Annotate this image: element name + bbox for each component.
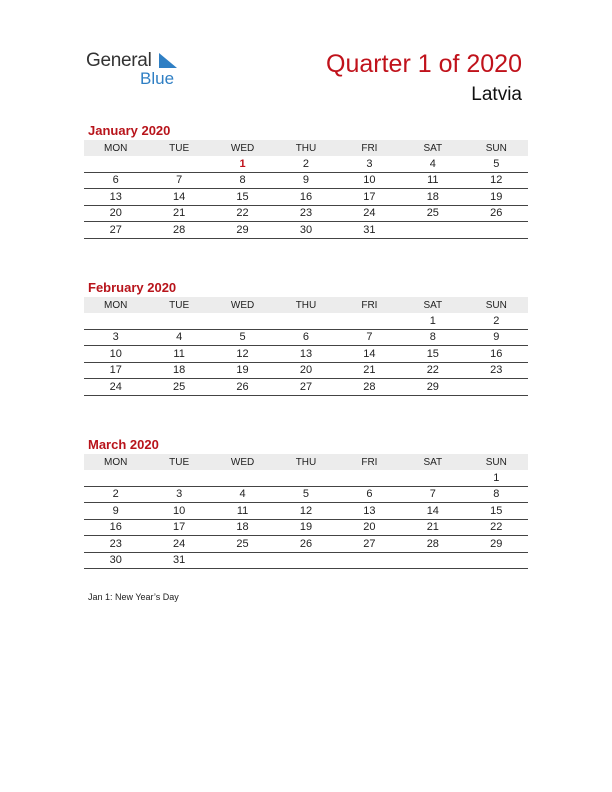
day-cell: 2 (274, 156, 337, 172)
day-cell: 31 (147, 552, 210, 569)
month-title: February 2020 (88, 280, 177, 295)
day-cell: 23 (274, 205, 337, 222)
day-cell: 20 (274, 362, 337, 379)
day-cell: 1 (401, 313, 464, 329)
calendar-table (84, 454, 528, 569)
day-cell: 13 (274, 346, 337, 363)
day-cell: 10 (84, 346, 147, 363)
day-cell: 4 (147, 329, 210, 346)
day-cell: 1 (465, 470, 528, 486)
weekday-header: MON (84, 140, 147, 156)
day-cell: 16 (84, 519, 147, 536)
day-cell (211, 313, 274, 329)
day-cell: 23 (84, 536, 147, 553)
calendar-table (84, 297, 528, 396)
week-row (84, 486, 528, 503)
day-cell: 26 (465, 205, 528, 222)
day-cell (147, 313, 210, 329)
day-cell: 6 (274, 329, 337, 346)
week-row (84, 313, 528, 329)
day-cell: 11 (401, 172, 464, 189)
day-cell: 9 (84, 503, 147, 520)
day-cell (274, 313, 337, 329)
day-cell: 17 (147, 519, 210, 536)
day-cell: 17 (338, 189, 401, 206)
day-cell: 5 (274, 486, 337, 503)
day-cell: 5 (465, 156, 528, 172)
weekday-header: WED (211, 297, 274, 313)
day-cell: 11 (147, 346, 210, 363)
weekday-header: MON (84, 454, 147, 470)
day-cell: 2 (84, 486, 147, 503)
day-cell (84, 156, 147, 172)
week-row (84, 536, 528, 553)
day-cell (401, 552, 464, 569)
day-cell: 19 (211, 362, 274, 379)
day-cell: 13 (84, 189, 147, 206)
day-cell: 22 (465, 519, 528, 536)
day-cell: 16 (465, 346, 528, 363)
weekday-header: SUN (465, 454, 528, 470)
day-cell: 11 (211, 503, 274, 520)
day-cell: 9 (274, 172, 337, 189)
calendar-table (84, 140, 528, 239)
day-cell: 15 (401, 346, 464, 363)
day-cell: 10 (147, 503, 210, 520)
day-cell: 20 (84, 205, 147, 222)
day-cell: 27 (338, 536, 401, 553)
day-cell: 28 (338, 379, 401, 396)
week-row (84, 519, 528, 536)
day-cell (147, 470, 210, 486)
day-cell: 29 (465, 536, 528, 553)
day-cell (274, 470, 337, 486)
day-cell: 4 (401, 156, 464, 172)
week-row (84, 470, 528, 486)
weekday-header: TUE (147, 454, 210, 470)
day-cell: 20 (338, 519, 401, 536)
day-cell: 12 (274, 503, 337, 520)
weekday-header-row (84, 454, 528, 470)
day-cell (465, 379, 528, 396)
day-cell: 8 (465, 486, 528, 503)
week-row (84, 362, 528, 379)
day-cell (401, 222, 464, 239)
day-cell (401, 470, 464, 486)
day-cell (147, 156, 210, 172)
weekday-header: FRI (338, 454, 401, 470)
week-row (84, 172, 528, 189)
day-cell (465, 552, 528, 569)
day-cell: 7 (147, 172, 210, 189)
day-cell: 27 (274, 379, 337, 396)
day-cell: 1 (211, 156, 274, 172)
day-cell: 3 (147, 486, 210, 503)
day-cell: 9 (465, 329, 528, 346)
day-cell: 21 (401, 519, 464, 536)
week-row (84, 379, 528, 396)
weekday-header-row (84, 297, 528, 313)
day-cell: 10 (338, 172, 401, 189)
day-cell (211, 552, 274, 569)
weekday-header: SAT (401, 140, 464, 156)
weekday-header: FRI (338, 297, 401, 313)
week-row (84, 222, 528, 239)
day-cell: 18 (147, 362, 210, 379)
day-cell (465, 222, 528, 239)
day-cell (84, 470, 147, 486)
month-title: March 2020 (88, 437, 159, 452)
day-cell: 21 (338, 362, 401, 379)
logo-general-text: General (86, 50, 152, 71)
day-cell: 21 (147, 205, 210, 222)
day-cell: 15 (465, 503, 528, 520)
day-cell (84, 313, 147, 329)
week-row (84, 329, 528, 346)
day-cell: 28 (147, 222, 210, 239)
weekday-header: WED (211, 140, 274, 156)
day-cell: 3 (338, 156, 401, 172)
weekday-header: TUE (147, 297, 210, 313)
weekday-header: THU (274, 140, 337, 156)
day-cell: 13 (338, 503, 401, 520)
day-cell (338, 552, 401, 569)
day-cell: 2 (465, 313, 528, 329)
day-cell: 23 (465, 362, 528, 379)
day-cell: 25 (401, 205, 464, 222)
day-cell: 24 (147, 536, 210, 553)
month-march (84, 436, 528, 569)
weekday-header: SUN (465, 297, 528, 313)
day-cell: 14 (401, 503, 464, 520)
weekday-header: SUN (465, 140, 528, 156)
weekday-header: FRI (338, 140, 401, 156)
weekday-header: SAT (401, 454, 464, 470)
day-cell: 14 (147, 189, 210, 206)
day-cell (338, 470, 401, 486)
logo-triangle-icon (157, 52, 179, 70)
day-cell: 18 (401, 189, 464, 206)
day-cell (338, 313, 401, 329)
day-cell: 26 (274, 536, 337, 553)
week-row (84, 552, 528, 569)
day-cell: 31 (338, 222, 401, 239)
month-february (84, 279, 528, 396)
day-cell: 25 (211, 536, 274, 553)
day-cell: 15 (211, 189, 274, 206)
day-cell: 26 (211, 379, 274, 396)
day-cell: 8 (211, 172, 274, 189)
day-cell: 8 (401, 329, 464, 346)
day-cell: 24 (84, 379, 147, 396)
holiday-note: Jan 1: New Year’s Day (88, 592, 179, 602)
day-cell: 24 (338, 205, 401, 222)
day-cell: 4 (211, 486, 274, 503)
day-cell: 29 (401, 379, 464, 396)
day-cell: 30 (274, 222, 337, 239)
day-cell: 29 (211, 222, 274, 239)
logo (86, 50, 196, 90)
day-cell: 6 (338, 486, 401, 503)
weekday-header: THU (274, 297, 337, 313)
week-row (84, 156, 528, 172)
weekday-header: MON (84, 297, 147, 313)
week-row (84, 503, 528, 520)
weekday-header-row (84, 140, 528, 156)
day-cell: 12 (465, 172, 528, 189)
day-cell: 27 (84, 222, 147, 239)
week-row (84, 205, 528, 222)
day-cell (274, 552, 337, 569)
page-title: Quarter 1 of 2020 (326, 50, 522, 78)
day-cell: 3 (84, 329, 147, 346)
day-cell: 22 (211, 205, 274, 222)
day-cell (211, 470, 274, 486)
day-cell: 17 (84, 362, 147, 379)
country-name: Latvia (471, 84, 522, 105)
day-cell: 6 (84, 172, 147, 189)
weekday-header: WED (211, 454, 274, 470)
day-cell: 14 (338, 346, 401, 363)
day-cell: 12 (211, 346, 274, 363)
day-cell: 25 (147, 379, 210, 396)
day-cell: 7 (401, 486, 464, 503)
week-row (84, 346, 528, 363)
month-title: January 2020 (88, 123, 171, 138)
day-cell: 19 (274, 519, 337, 536)
day-cell: 30 (84, 552, 147, 569)
day-cell: 5 (211, 329, 274, 346)
day-cell: 18 (211, 519, 274, 536)
week-row (84, 189, 528, 206)
day-cell: 28 (401, 536, 464, 553)
weekday-header: THU (274, 454, 337, 470)
logo-blue-text: Blue (140, 69, 175, 88)
day-cell: 16 (274, 189, 337, 206)
day-cell: 7 (338, 329, 401, 346)
weekday-header: TUE (147, 140, 210, 156)
month-january (84, 122, 528, 239)
weekday-header: SAT (401, 297, 464, 313)
day-cell: 22 (401, 362, 464, 379)
day-cell: 19 (465, 189, 528, 206)
